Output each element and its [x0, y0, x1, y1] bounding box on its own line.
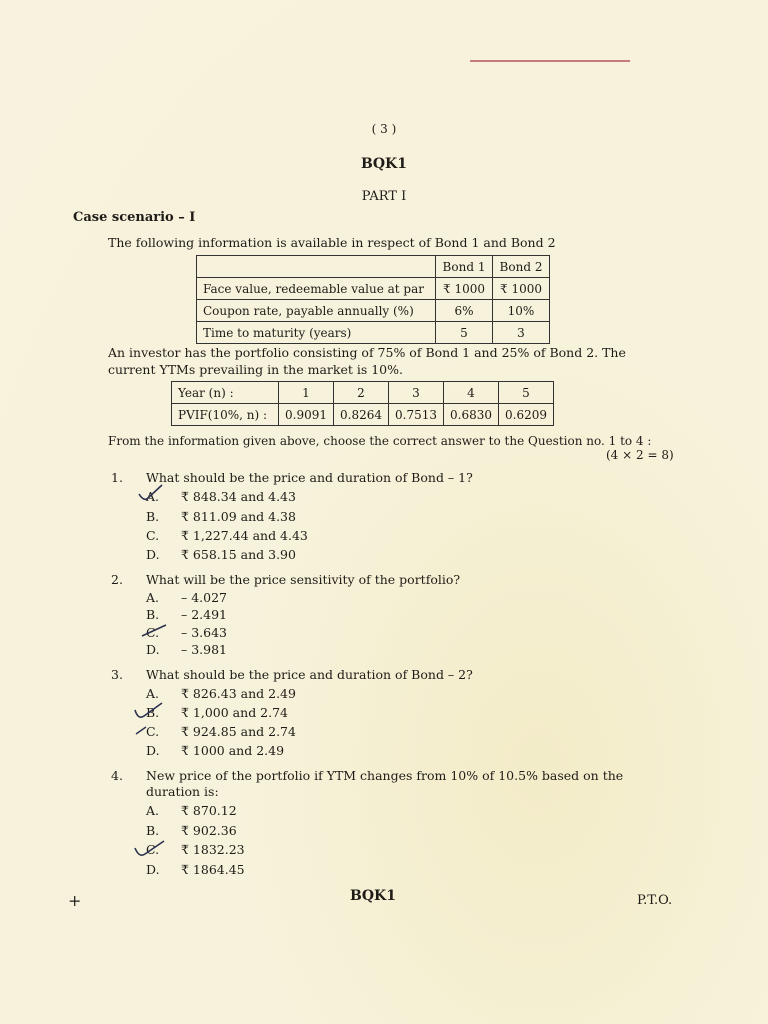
table-cell: 0.7513 — [389, 404, 444, 426]
table-cell: 1 — [279, 382, 334, 404]
table-cell: ₹ 1000 — [493, 278, 550, 300]
table-cell: 5 — [436, 322, 493, 344]
option-text: ₹ 924.85 and 2.74 — [181, 724, 296, 739]
table-row — [172, 382, 554, 404]
table-cell: 0.6830 — [444, 404, 499, 426]
table-cell: 2 — [334, 382, 389, 404]
instruction-text: From the information given above, choose the correct answer to the Question no. 1 to 4 : — [108, 434, 652, 448]
question-number: 4. — [111, 768, 123, 783]
option-letter: C. — [146, 528, 160, 543]
marks-text: (4 × 2 = 8) — [606, 448, 674, 462]
option-letter: C. — [146, 842, 160, 857]
table-row — [197, 300, 550, 322]
paper-code: BQK1 — [361, 156, 407, 172]
option-letter: C. — [146, 724, 160, 739]
table-cell: 3 — [389, 382, 444, 404]
table-cell: Time to maturity (years) — [197, 322, 436, 344]
table-cell: 6% — [436, 300, 493, 322]
option-letter: A. — [146, 803, 160, 818]
option-text: ₹ 1,000 and 2.74 — [181, 705, 288, 720]
handwritten-check-mark-icon — [136, 482, 166, 504]
table-cell: Year (n) : — [172, 382, 279, 404]
table-cell: 10% — [493, 300, 550, 322]
option-letter: C. — [146, 625, 160, 640]
option-text: ₹ 1,227.44 and 4.43 — [181, 528, 308, 543]
option-letter: B. — [146, 607, 160, 622]
option-letter: D. — [146, 547, 160, 562]
question-text: What will be the price sensitivity of the portfolio? — [146, 572, 461, 587]
table-row — [197, 278, 550, 300]
option-text: ₹ 870.12 — [181, 803, 237, 818]
option-letter: A. — [146, 590, 160, 605]
table-cell: Bond 2 — [493, 256, 550, 278]
portfolio-text-1: An investor has the portfolio consisting of 75% of Bond 1 and 25% of Bond 2. The — [108, 345, 626, 360]
table-cell: 0.8264 — [334, 404, 389, 426]
handwritten-check-mark-icon — [140, 622, 170, 640]
question-number: 1. — [111, 470, 123, 485]
option-text: ₹ 658.15 and 3.90 — [181, 547, 296, 562]
table-cell: Coupon rate, payable annually (%) — [197, 300, 436, 322]
table-cell: PVIF(10%, n) : — [172, 404, 279, 426]
option-text: ₹ 811.09 and 4.38 — [181, 509, 296, 524]
option-letter: A. — [146, 489, 160, 504]
option-text: – 3.643 — [181, 625, 228, 640]
table-row — [172, 404, 554, 426]
table-cell: ₹ 1000 — [436, 278, 493, 300]
option-text: ₹ 1000 and 2.49 — [181, 743, 285, 758]
table-cell — [197, 256, 436, 278]
option-letter: D. — [146, 862, 160, 877]
question-text: New price of the portfolio if YTM changes from 10% of 10.5% based on the — [146, 768, 624, 783]
option-text: ₹ 1832.23 — [181, 842, 245, 857]
footer-code: BQK1 — [350, 888, 396, 904]
question-text: What should be the price and duration of Bond – 2? — [146, 667, 473, 682]
table-row — [197, 322, 550, 344]
option-text: ₹ 848.34 and 4.43 — [181, 489, 296, 504]
table-row — [197, 256, 550, 278]
page-number: ( 3 ) — [371, 122, 397, 136]
question-text: What should be the price and duration of Bond – 1? — [146, 470, 473, 485]
footer-plus: + — [68, 891, 82, 910]
option-letter: D. — [146, 743, 160, 758]
option-text: – 4.027 — [181, 590, 228, 605]
pvif-table — [171, 381, 554, 426]
intro-text: The following information is available in respect of Bond 1 and Bond 2 — [108, 235, 556, 250]
portfolio-text-2: current YTMs prevailing in the market is 10%. — [108, 362, 403, 377]
table-cell: 4 — [444, 382, 499, 404]
top-red-line — [470, 60, 630, 62]
option-letter: B. — [146, 509, 160, 524]
option-text: – 3.981 — [181, 642, 228, 657]
case-title: Case scenario – I — [73, 210, 196, 225]
option-letter: A. — [146, 686, 160, 701]
option-text: ₹ 902.36 — [181, 823, 237, 838]
question-text-continued: duration is: — [146, 784, 219, 799]
table-cell: 0.6209 — [499, 404, 554, 426]
part-heading: PART I — [361, 189, 407, 204]
footer-pto: P.T.O. — [637, 893, 673, 908]
table-cell: 0.9091 — [279, 404, 334, 426]
option-text: ₹ 1864.45 — [181, 862, 245, 877]
option-text: – 2.491 — [181, 607, 228, 622]
option-letter: D. — [146, 642, 160, 657]
table-cell: 3 — [493, 322, 550, 344]
bond-table — [196, 255, 550, 344]
option-letter: B. — [146, 705, 160, 720]
question-number: 3. — [111, 667, 123, 682]
handwritten-check-mark-icon — [132, 700, 166, 722]
table-cell: Bond 1 — [436, 256, 493, 278]
question-number: 2. — [111, 572, 123, 587]
option-letter: B. — [146, 823, 160, 838]
handwritten-tick-icon — [134, 724, 150, 738]
handwritten-check-mark-icon — [132, 838, 168, 860]
option-text: ₹ 826.43 and 2.49 — [181, 686, 296, 701]
table-cell: Face value, redeemable value at par — [197, 278, 436, 300]
table-cell: 5 — [499, 382, 554, 404]
